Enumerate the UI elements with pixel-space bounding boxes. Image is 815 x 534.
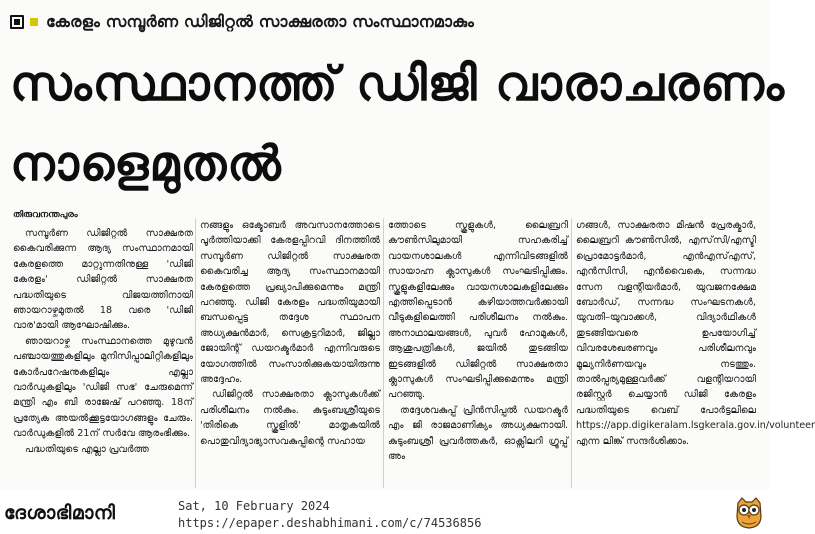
- article-column-4: [576, 218, 815, 490]
- paragraph: നങ്ങളും ഒക്ടോബർ അവസാനത്തോടെ പൂർത്തിയാക്കി കേരളപ്പിറവി ദിനത്തിൽ സമ്പൂർണ ഡിജിറ്റൽ സാക്ഷരത കൈവരിച്ച ആദ്യ സംസ്ഥാനമായി കേരളത്തെ പ്രഖ്യാപിക്കുമെന്നും മന്ത്രി പറഞ്ഞു. ഡിജി കേരളം പദ്ധതിയുമായി ബന്ധപ്പെട്ട തദ്ദേശ സ്ഥാപന അധ്യക്ഷൻമാർ, സെക്രട്ടറിമാർ, ജില്ലാ ജോയിന്റ് ഡയറക്ടർമാർ എന്നിവരുടെ യോഗത്തിൽ സംസാരിക്കുകയായിരുന്നു അദ്ദേഹം.: [200, 220, 380, 386]
- paragraph: ഡിജിറ്റൽ സാക്ഷരതാ ക്ലാസുകൾക്ക് പരിശീലനം നൽകും. കുടുംബശ്രീയുടെ 'തിരികെ സ്കൂളിൽ' മാതൃകയിൽ പൊതുവിദ്യാഭ്യാസവകുപ്പിന്റെ സഹായ: [200, 389, 380, 447]
- kicker: [10, 9, 759, 35]
- column-divider: [195, 218, 196, 488]
- headline-line-2: നാളെമുതൽ: [10, 136, 282, 192]
- paragraph: ത്തോടെ സ്കൂളുകൾ, ലൈബ്രറി കൗൺസിലുമായി സഹകരിച്ച് വായനശാലകൾ എന്നിവിടങ്ങളിൽ സായാഹ്ന ക്ലാസുകൾ സംഘടിപ്പിക്കും. സ്കൂളുകളിലേക്കും വായനശാലകളിലേക്കും എത്തിപ്പെടാൻ കഴിയാത്തവർക്കായി വീടുകളിലെത്തി പരിശീലനം നൽകും. അനാഥാലയങ്ങൾ, പുവർ ഹോമുകൾ, ആശുപത്രികൾ, ജയിൽ തുടങ്ങിയ ഇടങ്ങളിൽ ഡിജിറ്റൽ സാക്ഷരതാ ക്ലാസുകൾ സംഘടിപ്പിക്കുമെന്നും മന്ത്രി പറഞ്ഞു.: [388, 220, 568, 401]
- paragraph: പദ്ധതിയുടെ എല്ലാ പ്രവർത്ത: [25, 443, 149, 455]
- footer: [0, 490, 769, 534]
- article-column-1: [13, 226, 193, 498]
- headline: [10, 44, 785, 204]
- column-divider: [571, 218, 572, 488]
- dateline: തിരുവനന്തപുരം: [13, 210, 78, 220]
- article-column-2: [200, 218, 380, 490]
- masthead-logo: ദേശാഭിമാനി: [4, 502, 116, 524]
- column-divider: [383, 218, 384, 488]
- clipping-meta: [178, 498, 481, 532]
- publish-date: Sat, 10 February 2024: [178, 499, 330, 513]
- source-url[interactable]: https://epaper.deshabhimani.com/c/74536856: [178, 516, 482, 530]
- headline-line-1: സംസ്ഥാനത്ത് ഡിജി വാരാചരണം: [10, 56, 785, 112]
- paragraph: ഗങ്ങൾ, സാക്ഷരതാ മിഷൻ പ്രേരക്മാർ, ലൈബ്രറി കൗൺസിൽ, എസ്‌സി/എസ്ടി പ്രൊമോട്ടർമാർ, എൻഎസ്എസ്, എൻസിസി, എൻവൈകെ, സന്നദ്ധ സേന വളന്റിയർമാർ, യുവജനക്ഷേമ ബോർഡ്, സന്നദ്ധ സംഘടനകൾ, യുവതി–യുവാക്കൾ, വിദ്യാർഥികൾ തുടങ്ങിയവരെ ഉപയോഗിച്ച് വിവരശേഖരണവും പരിശീലനവും മൂല്യനിർണയവും നടത്തും. താൽപ്പര്യമുള്ളവർക്ക് വളന്റിയറായി രജിസ്റ്റർ ചെയ്യാൻ ഡിജി കേരളം പദ്ധതിയുടെ വെബ് പോർട്ടലിലെ https://app.digikeralam.lsgkerala.gov.in/volunteer എന്ന ലിങ്ക് സന്ദർശിക്കാം.: [576, 220, 815, 447]
- paragraph: സമ്പൂർണ ഡിജിറ്റൽ സാക്ഷരത കൈവരിക്കുന്ന ആദ്യ സംസ്ഥാനമായി കേരളത്തെ മാറ്റുന്നതിനുള്ള 'ഡിജി കേരളം' ഡിജിറ്റൽ സാക്ഷരത പദ്ധതിയുടെ വിജയത്തിനായി ഞായറാഴ്ചമുതൽ 18 വരെ 'ഡിജി വാര'മായി ആഘോഷിക്കും.: [13, 228, 193, 332]
- paragraph: ഞായറാഴ്ച സംസ്ഥാനത്തെ മുഴുവൻ പഞ്ചായത്തുകളിലും മുനിസിപ്പാലിറ്റികളിലും കോർപറേഷനുകളിലും എല്ലാ വാർഡുകളിലും 'ഡിജി സഭ' ചേരുമെന്ന് മന്ത്രി എം ബി രാജേഷ് പറഞ്ഞു. 18ന് പ്രത്യേക അയൽക്കൂട്ടയോഗങ്ങളും ചേരും. വാർഡുകളിൽ 21ന് സർവേ ആരംഭിക്കും.: [13, 335, 193, 440]
- article-column-3: [388, 218, 568, 490]
- kicker-square-icon: [10, 15, 24, 29]
- kicker-yellow-square-icon: [30, 18, 38, 26]
- kicker-text: കേരളം സമ്പൂർണ ഡിജിറ്റൽ സാക്ഷരതാ സംസ്ഥാനമാകും: [46, 12, 475, 31]
- owl-icon: [734, 496, 764, 530]
- paragraph: തദ്ദേശവകുപ്പ് പ്രിൻസിപ്പൽ ഡയറക്ടർ എം ജി രാജമാണിക്യം അധ്യക്ഷനായി. കുടുംബശ്രീ പ്രവർത്തകർ, ഓക്സിലറി ഗ്രൂപ്പ് അം: [388, 404, 568, 463]
